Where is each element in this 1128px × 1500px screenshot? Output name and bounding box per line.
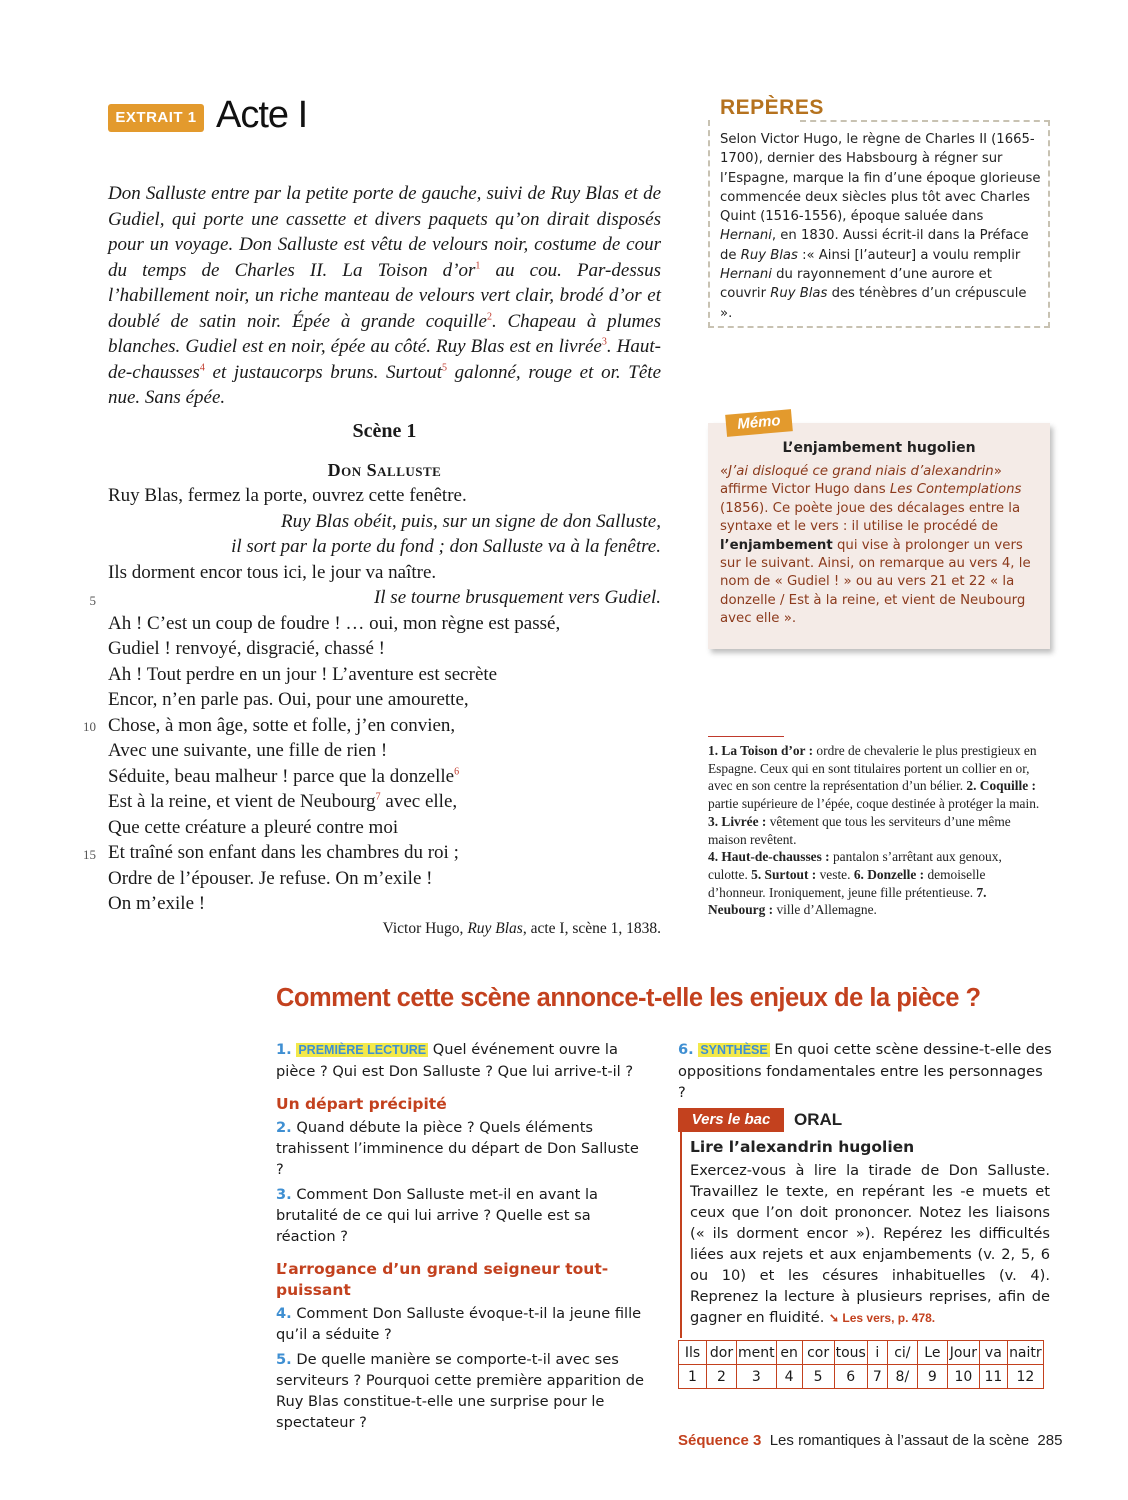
question-3: 3. Comment Don Salluste met-il en avant la brutalité de ce qui lui arrive ? Quelle est sa réaction ? <box>276 1186 598 1245</box>
syllable-number-cell: 1 <box>679 1365 707 1389</box>
syllable-cell: Ils <box>679 1341 707 1365</box>
vers-le-bac-title: Lire l’alexandrin hugolien <box>690 1138 915 1156</box>
extract-badge: EXTRAIT 1 <box>108 104 204 132</box>
syllable-cell: cor <box>802 1341 834 1365</box>
page-number: 285 <box>1037 1432 1063 1449</box>
verse-line: Chose, à mon âge, sotte et folle, j’en convien, <box>108 715 456 736</box>
verse-line: Ils dorment encor tous ici, le jour va naître. <box>108 562 437 583</box>
syllable-cell: tous <box>834 1341 867 1365</box>
memo-tag: Mémo <box>725 409 793 437</box>
verse-line: Gudiel ! renvoyé, disgracié, chassé ! <box>108 638 385 659</box>
questions-heading: Comment cette scène annonce-t-elle les enjeux de la pièce ? <box>276 984 981 1012</box>
syllable-row <box>679 1341 1044 1365</box>
syllable-cell: i <box>867 1341 887 1365</box>
speaker-name: Don Salluste <box>327 460 442 480</box>
footnotes: 1. La Toison d’or : ordre de chevalerie le plus prestigieux en Espagne. Ceux qui en sont titulaires portent un collier en or, avec en son centre la représentation d’un bélier. 2. Coquille : partie supérieure de l’épée, coque destinée à protéger la main. 3. Livrée : vêtement que tous les serviteurs d’une même maison revêtent. 4. Haut-de-chausses : pantalon s’arrêtant aux genoux, culotte. 5. Surtout : veste. 6. Donzelle : demoiselle d’honneur. Ironiquement, jeune fille prétentieuse. 7. Neubourg : ville d’Allemagne. <box>708 743 1040 918</box>
vers-le-bac-text: Exercez-vous à lire la tirade de Don Salluste. Travaillez le texte, en repérant les -e muets et ceux que l’on doit prononcer. Notez les liaisons (« ils dorment encor »). Repérez les difficultés liées aux rejets et aux enjambements (v. 2, 5, 6 ou 10) et les césures inhabituelles (v. 4). Reprenez la lecture à plusieurs reprises, afin de gagner en fluidité. ➘ Les vers, p. 478. <box>690 1162 1050 1326</box>
page-reference-link[interactable]: Les vers, p. 478. <box>839 1311 936 1325</box>
syllable-table <box>678 1340 1044 1389</box>
stage-direction: Il se tourne brusquement vers Gudiel. <box>373 587 661 608</box>
oral-label: ORAL <box>794 1110 843 1129</box>
verse-line: Ah ! C’est un coup de foudre ! … oui, mon règne est passé, <box>108 613 561 634</box>
syllable-number-cell: 2 <box>707 1365 737 1389</box>
syllable-number-cell: 8/ <box>887 1365 917 1389</box>
syllable-number-cell: 9 <box>917 1365 947 1389</box>
reperes-text: Selon Victor Hugo, le règne de Charles II (1665-1700), dernier des Habsbourg à régner sur l’Espagne, marque la fin d’une époque glorieuse commencée deux siècles plus tôt avec Charles Quint (1516-1556), époque saluée dans Hernani, en 1830. Aussi écrit-il dans la Préface de Ruy Blas :« Ainsi [l’auteur] a voulu remplir Hernani du rayonnement d’une aurore et couvrir Ruy Blas des ténèbres d’un crépuscule ». <box>720 132 1041 321</box>
verse-line: Est à la reine, et vient de Neubourg$^7$ avec elle, <box>108 791 458 812</box>
reperes-border <box>800 120 1050 122</box>
syllable-number-cell: 4 <box>776 1365 802 1389</box>
arrow-icon: ➘ <box>829 1311 840 1325</box>
syllable-number-cell: 12 <box>1007 1365 1043 1389</box>
question-1: 1. PREMIÈRE LECTURE Quel événement ouvre la pièce ? Qui est Don Salluste ? Que lui arrive-t-il ? <box>276 1041 634 1080</box>
syllable-cell: ment <box>737 1341 777 1365</box>
sequence-title: Les romantiques à l’assaut de la scène <box>769 1432 1030 1449</box>
syllable-number-cell: 7 <box>867 1365 887 1389</box>
source-citation: Victor Hugo, Ruy Blas, acte I, scène 1, 1838. <box>382 920 661 937</box>
syllable-number-cell: 3 <box>737 1365 777 1389</box>
question-4: 4. Comment Don Salluste évoque-t-il la jeune fille qu’il a séduite ? <box>276 1305 642 1343</box>
footnote-ref-6[interactable]: 6 <box>454 766 460 778</box>
footnote-ref-5[interactable]: 5 <box>441 362 447 374</box>
line-number: 5 <box>89 593 96 608</box>
question-5: 5. De quelle manière se comporte-t-il avec ses serviteurs ? Pourquoi cette première apparition de Ruy Blas constitue-t-elle une surprise pour le spectateur ? <box>276 1351 645 1431</box>
syllable-cell: naitr <box>1007 1341 1043 1365</box>
stage-direction-intro: Don Salluste entre par la petite porte de gauche, suivi de Ruy Blas et de Gudiel, qui porte une cassette et divers paquets qu’on dirait disposés pour un voyage. Don Salluste est vêtu de velours noir, costume de cour du temps de Charles II. La Toison $d’or^1$ au cou. Par-dessus l’habillement noir, un riche manteau de velours vert clair, brodé d’or et doublé de satin noir. Épée à grande coquille$^2$. Chapeau à plumes blanches. Gudiel est en noir, épée au côté. Ruy Blas est en livrée$^3$. Haut-de-chausses$^4$ et justaucorps bruns. Surtout$^5$ galonné, rouge et or. Tête nue. Sans épée. <box>108 183 662 408</box>
syllable-number-cell: 5 <box>802 1365 834 1389</box>
question-6: 6. SYNTHÈSE En quoi cette scène dessine-t-elle des oppositions fondamentales entre les personnages ? <box>678 1041 1052 1101</box>
questions-left-column <box>276 1039 650 1433</box>
question-2: 2. Quand débute la pièce ? Quels éléments trahissent l’imminence du départ de Don Salluste ? <box>276 1119 639 1178</box>
verse-line: On m’exile ! <box>108 893 206 914</box>
sequence-label: Séquence 3 <box>678 1432 762 1449</box>
footnote-ref-2[interactable]: 2 <box>486 311 492 323</box>
line-number: 10 <box>83 719 96 734</box>
verse-line: Ah ! Tout perdre en un jour ! L’aventure est secrète <box>108 664 498 685</box>
syllable-cell: Jour <box>947 1341 979 1365</box>
syllable-cell: ci/ <box>887 1341 917 1365</box>
stage-direction: il sort par la porte du fond ; don Salluste va à la fenêtre. <box>231 536 661 557</box>
verse-line: Avec une suivante, une fille de rien ! <box>108 740 388 761</box>
verse-line: Ruy Blas, fermez la porte, ouvrez cette fenêtre. <box>108 485 467 506</box>
footnote-divider <box>708 736 784 737</box>
reperes-title: REPÈRES <box>720 96 824 119</box>
page-footer <box>678 1432 1062 1449</box>
memo-text: «J’ai disloqué ce grand niais d’alexandrin» affirme Victor Hugo dans Les Contemplations (1856). Ce poète joue des décalages entre la syntaxe et le vers : il utilise le procédé de l’enjambement qui vise à prolonger un vers sur le suivant. Ainsi, on remarque au vers 4, le nom de « Gudiel ! » ou au vers 21 et 22 « la donzelle / Est à la reine, et vient de Neubourg avec elle ». <box>720 464 1031 627</box>
page-title: Acte I <box>216 94 308 136</box>
verse-line: Que cette créature a pleuré contre moi <box>108 817 399 838</box>
verse-line: Encor, n’en parle pas. Oui, pour une amourette, <box>108 689 469 710</box>
line-number: 15 <box>83 847 96 862</box>
section-subhead: L’arrogance d’un grand seigneur tout-puissant <box>276 1260 609 1299</box>
syllable-cell: va <box>979 1341 1007 1365</box>
scene-title: Scène 1 <box>352 420 417 442</box>
footnote-ref-1[interactable]: 1 <box>475 260 481 272</box>
syllable-cell: Le <box>917 1341 947 1365</box>
syllable-number-cell: 11 <box>979 1365 1007 1389</box>
footnote-ref-3[interactable]: 3 <box>601 336 607 348</box>
verse-line: Et traîné son enfant dans les chambres du roi ; <box>108 842 459 863</box>
vers-le-bac-tag: Vers le bac <box>678 1108 784 1132</box>
syllable-number-row <box>679 1365 1044 1389</box>
syllable-number-cell: 10 <box>947 1365 979 1389</box>
syllable-cell: dor <box>707 1341 737 1365</box>
stage-direction: Ruy Blas obéit, puis, sur un signe de don Salluste, <box>281 511 661 532</box>
vers-le-bac-border <box>680 1132 682 1338</box>
verse-line: Ordre de l’épouser. Je refuse. On m’exile ! <box>108 868 433 889</box>
section-subhead: Un départ précipité <box>276 1095 447 1113</box>
syllable-number-cell: 6 <box>834 1365 867 1389</box>
syllable-cell: en <box>776 1341 802 1365</box>
verse-line: Séduite, beau malheur ! parce que la donzelle$^6$ <box>108 766 460 787</box>
footnote-ref-4[interactable]: 4 <box>199 362 205 374</box>
footnote-ref-7[interactable]: 7 <box>375 791 381 803</box>
memo-heading: L’enjambement hugolien <box>782 440 976 456</box>
